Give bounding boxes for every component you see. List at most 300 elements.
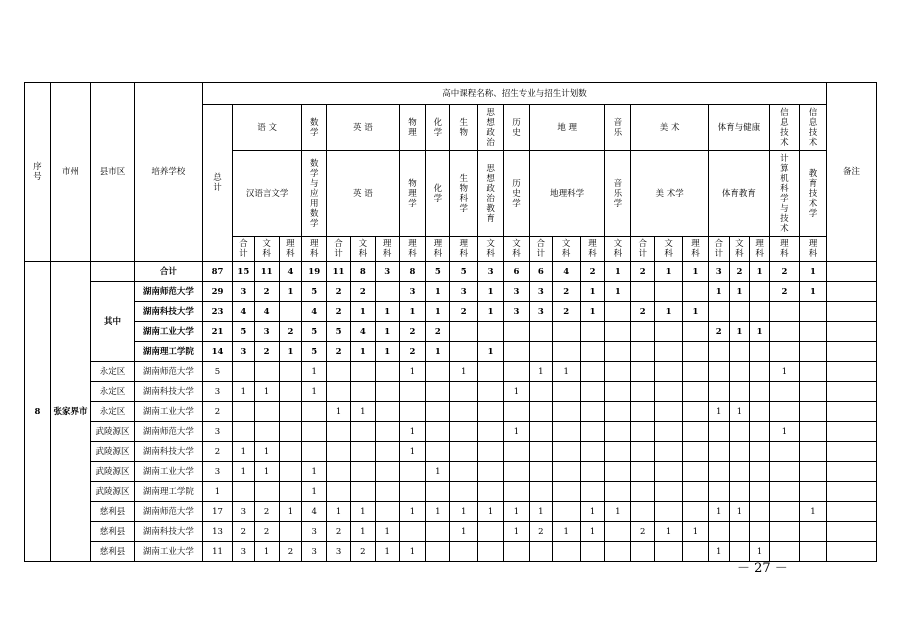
school-cell: 湖南工业大学 xyxy=(134,542,202,562)
value-cell: 2 xyxy=(254,502,279,522)
value-cell xyxy=(232,362,254,382)
table-row xyxy=(25,422,877,442)
value-cell xyxy=(799,522,826,542)
value-cell xyxy=(631,502,655,522)
total-cell: 5 xyxy=(202,362,232,382)
value-cell: 3 xyxy=(529,302,552,322)
school-cell: 湖南科技大学 xyxy=(134,442,202,462)
value-cell xyxy=(426,482,450,502)
value-cell: 1 xyxy=(769,422,799,442)
value-cell xyxy=(350,362,375,382)
value-cell xyxy=(655,282,683,302)
value-cell: 3 xyxy=(327,542,351,562)
value-cell: 1 xyxy=(729,282,750,302)
value-cell xyxy=(450,382,478,402)
value-cell xyxy=(750,282,770,302)
county-cell: 武陵源区 xyxy=(91,442,134,462)
total-cell: 3 xyxy=(202,422,232,442)
value-cell: 1 xyxy=(399,542,426,562)
value-cell: 1 xyxy=(302,362,327,382)
value-cell: 1 xyxy=(450,502,478,522)
value-cell: 2 xyxy=(631,262,655,282)
subheader-cell: 合计 xyxy=(327,237,351,262)
value-cell xyxy=(399,402,426,422)
value-cell: 3 xyxy=(232,282,254,302)
value-cell: 4 xyxy=(350,322,375,342)
value-cell: 5 xyxy=(302,282,327,302)
value-cell: 6 xyxy=(504,262,530,282)
school-cell: 湖南科技大学 xyxy=(134,522,202,542)
value-cell: 5 xyxy=(302,322,327,342)
course-header: 美 术 xyxy=(631,105,709,151)
value-cell: 1 xyxy=(729,402,750,422)
value-cell xyxy=(750,502,770,522)
county-cell: 武陵源区 xyxy=(91,462,134,482)
value-cell xyxy=(631,402,655,422)
value-cell: 1 xyxy=(375,322,399,342)
value-cell: 2 xyxy=(279,542,302,562)
county-cell xyxy=(91,262,134,282)
value-cell: 1 xyxy=(350,302,375,322)
group-label-cell: 其中 xyxy=(91,282,134,362)
county-cell: 武陵源区 xyxy=(91,422,134,442)
header-city: 市州 xyxy=(50,83,90,262)
value-cell: 3 xyxy=(232,542,254,562)
value-cell xyxy=(683,542,709,562)
value-cell: 1 xyxy=(399,422,426,442)
remark-cell xyxy=(827,322,877,342)
value-cell xyxy=(478,402,504,422)
total-cell: 1 xyxy=(202,482,232,502)
value-cell xyxy=(327,442,351,462)
subheader-cell: 理科 xyxy=(399,237,426,262)
county-cell: 永定区 xyxy=(91,382,134,402)
course-header: 体育与健康 xyxy=(708,105,769,151)
value-cell: 1 xyxy=(750,262,770,282)
value-cell xyxy=(552,422,580,442)
value-cell xyxy=(232,482,254,502)
value-cell xyxy=(708,482,729,502)
subheader-cell: 文科 xyxy=(729,237,750,262)
course-header: 地 理 xyxy=(529,105,605,151)
school-cell: 湖南科技大学 xyxy=(134,302,202,322)
county-cell: 永定区 xyxy=(91,402,134,422)
table-row xyxy=(25,362,877,382)
value-cell xyxy=(552,442,580,462)
major-header: 历史学 xyxy=(504,151,530,237)
value-cell: 1 xyxy=(504,522,530,542)
subheader-cell: 合计 xyxy=(232,237,254,262)
value-cell xyxy=(302,422,327,442)
value-cell: 1 xyxy=(350,522,375,542)
value-cell: 2 xyxy=(254,522,279,542)
major-header: 计算机科学与技术 xyxy=(769,151,799,237)
value-cell: 1 xyxy=(254,382,279,402)
value-cell xyxy=(750,402,770,422)
value-cell xyxy=(683,362,709,382)
subheader-cell: 理科 xyxy=(302,237,327,262)
value-cell xyxy=(426,422,450,442)
value-cell xyxy=(580,322,605,342)
value-cell: 1 xyxy=(799,262,826,282)
value-cell xyxy=(605,322,631,342)
total-cell: 13 xyxy=(202,522,232,542)
major-header: 思想政治教育 xyxy=(478,151,504,237)
value-cell: 1 xyxy=(683,262,709,282)
value-cell xyxy=(631,422,655,442)
value-cell xyxy=(327,422,351,442)
value-cell: 1 xyxy=(769,362,799,382)
value-cell: 2 xyxy=(232,522,254,542)
subheader-cell: 理科 xyxy=(279,237,302,262)
value-cell xyxy=(683,282,709,302)
value-cell: 2 xyxy=(399,342,426,362)
value-cell xyxy=(450,422,478,442)
value-cell: 3 xyxy=(399,282,426,302)
value-cell xyxy=(769,302,799,322)
major-header: 美 术学 xyxy=(631,151,709,237)
subheader-cell: 理科 xyxy=(750,237,770,262)
value-cell: 2 xyxy=(729,262,750,282)
value-cell xyxy=(708,342,729,362)
school-cell: 湖南师范大学 xyxy=(134,362,202,382)
value-cell: 3 xyxy=(302,542,327,562)
value-cell xyxy=(375,362,399,382)
value-cell: 1 xyxy=(799,282,826,302)
value-cell xyxy=(750,342,770,362)
value-cell xyxy=(232,402,254,422)
value-cell xyxy=(580,342,605,362)
value-cell: 2 xyxy=(769,282,799,302)
value-cell xyxy=(750,302,770,322)
value-cell xyxy=(375,482,399,502)
value-cell: 1 xyxy=(504,422,530,442)
total-cell: 11 xyxy=(202,542,232,562)
value-cell xyxy=(605,542,631,562)
value-cell: 2 xyxy=(769,262,799,282)
value-cell xyxy=(504,362,530,382)
value-cell: 1 xyxy=(799,502,826,522)
value-cell xyxy=(254,402,279,422)
value-cell: 4 xyxy=(302,302,327,322)
major-header: 生物科学 xyxy=(450,151,478,237)
value-cell xyxy=(350,382,375,402)
value-cell xyxy=(375,502,399,522)
value-cell xyxy=(552,482,580,502)
value-cell xyxy=(655,482,683,502)
value-cell xyxy=(769,402,799,422)
value-cell xyxy=(655,362,683,382)
value-cell xyxy=(683,462,709,482)
value-cell: 1 xyxy=(552,362,580,382)
value-cell: 3 xyxy=(232,342,254,362)
table-row xyxy=(25,402,877,422)
course-header: 信息技术 xyxy=(769,105,799,151)
value-cell xyxy=(399,462,426,482)
value-cell xyxy=(426,522,450,542)
table-row xyxy=(25,482,877,502)
value-cell xyxy=(327,462,351,482)
value-cell xyxy=(580,382,605,402)
value-cell xyxy=(750,522,770,542)
subheader-cell: 合计 xyxy=(631,237,655,262)
header-total: 总计 xyxy=(202,105,232,262)
value-cell xyxy=(399,382,426,402)
value-cell: 2 xyxy=(529,522,552,542)
value-cell xyxy=(631,462,655,482)
subheader-cell: 合计 xyxy=(529,237,552,262)
subheader-cell: 理科 xyxy=(426,237,450,262)
value-cell: 1 xyxy=(426,342,450,362)
value-cell: 5 xyxy=(232,322,254,342)
value-cell xyxy=(799,382,826,402)
value-cell xyxy=(504,322,530,342)
city-cell: 张家界市 xyxy=(50,262,90,562)
value-cell xyxy=(683,342,709,362)
value-cell xyxy=(450,542,478,562)
value-cell xyxy=(529,382,552,402)
school-cell: 湖南工业大学 xyxy=(134,322,202,342)
value-cell xyxy=(655,382,683,402)
remark-cell xyxy=(827,482,877,502)
course-header: 语 文 xyxy=(232,105,301,151)
value-cell: 2 xyxy=(426,322,450,342)
value-cell xyxy=(450,322,478,342)
major-header: 英 语 xyxy=(327,151,399,237)
value-cell xyxy=(605,402,631,422)
total-cell: 14 xyxy=(202,342,232,362)
value-cell xyxy=(552,502,580,522)
value-cell: 1 xyxy=(450,522,478,542)
value-cell xyxy=(426,382,450,402)
value-cell xyxy=(729,342,750,362)
subheader-cell: 理科 xyxy=(799,237,826,262)
value-cell xyxy=(529,322,552,342)
value-cell: 1 xyxy=(399,362,426,382)
value-cell xyxy=(631,482,655,502)
value-cell xyxy=(504,342,530,362)
value-cell: 1 xyxy=(302,482,327,502)
header-seq: 序号 xyxy=(25,83,51,262)
value-cell xyxy=(529,482,552,502)
value-cell: 8 xyxy=(350,262,375,282)
value-cell xyxy=(279,442,302,462)
value-cell: 5 xyxy=(302,342,327,362)
value-cell xyxy=(350,462,375,482)
value-cell xyxy=(350,442,375,462)
value-cell xyxy=(426,542,450,562)
subheader-cell: 文科 xyxy=(655,237,683,262)
value-cell xyxy=(504,462,530,482)
value-cell xyxy=(729,522,750,542)
table-wrapper xyxy=(24,82,877,562)
value-cell xyxy=(769,482,799,502)
value-cell: 1 xyxy=(399,442,426,462)
value-cell: 3 xyxy=(232,502,254,522)
value-cell xyxy=(450,402,478,422)
value-cell xyxy=(729,462,750,482)
course-header: 英 语 xyxy=(327,105,399,151)
remark-cell xyxy=(827,402,877,422)
value-cell xyxy=(769,342,799,362)
header-school: 培养学校 xyxy=(134,83,202,262)
value-cell: 1 xyxy=(279,502,302,522)
value-cell: 1 xyxy=(683,522,709,542)
value-cell xyxy=(399,482,426,502)
enrollment-plan-table xyxy=(24,82,877,562)
value-cell: 2 xyxy=(708,322,729,342)
value-cell: 1 xyxy=(708,542,729,562)
value-cell: 2 xyxy=(580,262,605,282)
value-cell xyxy=(750,382,770,402)
table-row xyxy=(25,322,877,342)
value-cell: 1 xyxy=(605,262,631,282)
value-cell xyxy=(529,542,552,562)
value-cell xyxy=(327,382,351,402)
header-course-title: 高中课程名称、招生专业与招生计划数 xyxy=(202,83,826,105)
value-cell: 1 xyxy=(655,522,683,542)
value-cell xyxy=(769,322,799,342)
county-cell: 武陵源区 xyxy=(91,482,134,502)
table-row xyxy=(25,302,877,322)
value-cell xyxy=(631,362,655,382)
value-cell xyxy=(529,402,552,422)
value-cell: 1 xyxy=(302,382,327,402)
value-cell xyxy=(631,282,655,302)
value-cell xyxy=(655,422,683,442)
remark-cell xyxy=(827,522,877,542)
total-cell: 87 xyxy=(202,262,232,282)
value-cell xyxy=(655,442,683,462)
value-cell xyxy=(729,382,750,402)
major-header: 数学与应用数学 xyxy=(302,151,327,237)
remark-cell xyxy=(827,262,877,282)
header-remark: 备注 xyxy=(827,83,877,262)
value-cell xyxy=(375,382,399,402)
value-cell: 1 xyxy=(254,462,279,482)
value-cell: 2 xyxy=(327,342,351,362)
value-cell xyxy=(655,462,683,482)
value-cell: 1 xyxy=(708,502,729,522)
value-cell xyxy=(631,322,655,342)
value-cell: 1 xyxy=(478,342,504,362)
table-row xyxy=(25,262,877,282)
subheader-cell: 理科 xyxy=(450,237,478,262)
value-cell: 2 xyxy=(327,302,351,322)
value-cell: 1 xyxy=(302,462,327,482)
value-cell xyxy=(683,502,709,522)
remark-cell xyxy=(827,502,877,522)
value-cell: 2 xyxy=(631,302,655,322)
value-cell: 1 xyxy=(350,402,375,422)
value-cell: 2 xyxy=(450,302,478,322)
remark-cell xyxy=(827,302,877,322)
value-cell xyxy=(683,442,709,462)
value-cell: 6 xyxy=(529,262,552,282)
major-header: 地理科学 xyxy=(529,151,605,237)
value-cell: 1 xyxy=(580,302,605,322)
value-cell: 1 xyxy=(580,502,605,522)
major-header: 音乐学 xyxy=(605,151,631,237)
value-cell xyxy=(450,342,478,362)
value-cell: 1 xyxy=(450,362,478,382)
table-row xyxy=(25,382,877,402)
value-cell: 4 xyxy=(302,502,327,522)
remark-cell xyxy=(827,542,877,562)
value-cell: 1 xyxy=(478,302,504,322)
value-cell xyxy=(708,362,729,382)
value-cell xyxy=(426,442,450,462)
value-cell xyxy=(580,462,605,482)
value-cell: 5 xyxy=(426,262,450,282)
total-cell: 21 xyxy=(202,322,232,342)
value-cell xyxy=(375,402,399,422)
value-cell: 1 xyxy=(478,502,504,522)
value-cell xyxy=(769,502,799,522)
value-cell: 3 xyxy=(302,522,327,542)
table-row xyxy=(25,442,877,462)
value-cell: 1 xyxy=(375,542,399,562)
value-cell: 1 xyxy=(327,502,351,522)
value-cell xyxy=(478,422,504,442)
value-cell: 1 xyxy=(426,462,450,482)
value-cell: 11 xyxy=(327,262,351,282)
value-cell: 1 xyxy=(605,282,631,302)
value-cell xyxy=(605,362,631,382)
subheader-cell: 理科 xyxy=(580,237,605,262)
value-cell xyxy=(504,442,530,462)
value-cell xyxy=(279,422,302,442)
value-cell xyxy=(450,482,478,502)
major-header: 教育技术学 xyxy=(799,151,826,237)
value-cell: 15 xyxy=(232,262,254,282)
value-cell xyxy=(552,342,580,362)
value-cell xyxy=(254,422,279,442)
value-cell xyxy=(683,482,709,502)
value-cell: 1 xyxy=(232,462,254,482)
value-cell xyxy=(552,402,580,422)
value-cell xyxy=(799,422,826,442)
major-header: 物理学 xyxy=(399,151,426,237)
value-cell: 2 xyxy=(350,542,375,562)
table-row xyxy=(25,342,877,362)
value-cell: 8 xyxy=(399,262,426,282)
total-cell: 3 xyxy=(202,462,232,482)
course-header: 历史 xyxy=(504,105,530,151)
value-cell: 1 xyxy=(655,262,683,282)
school-cell: 湖南师范大学 xyxy=(134,422,202,442)
value-cell xyxy=(729,362,750,382)
total-cell: 3 xyxy=(202,382,232,402)
course-header: 生物 xyxy=(450,105,478,151)
value-cell: 1 xyxy=(279,282,302,302)
value-cell xyxy=(232,422,254,442)
value-cell xyxy=(708,442,729,462)
value-cell: 2 xyxy=(399,322,426,342)
value-cell: 1 xyxy=(375,342,399,362)
value-cell xyxy=(799,302,826,322)
subheader-cell: 文科 xyxy=(552,237,580,262)
value-cell: 2 xyxy=(631,522,655,542)
value-cell: 1 xyxy=(529,502,552,522)
value-cell xyxy=(450,442,478,462)
value-cell: 1 xyxy=(254,442,279,462)
value-cell xyxy=(375,462,399,482)
subheader-cell: 文科 xyxy=(478,237,504,262)
value-cell: 1 xyxy=(426,282,450,302)
subheader-cell: 理科 xyxy=(769,237,799,262)
value-cell xyxy=(750,362,770,382)
